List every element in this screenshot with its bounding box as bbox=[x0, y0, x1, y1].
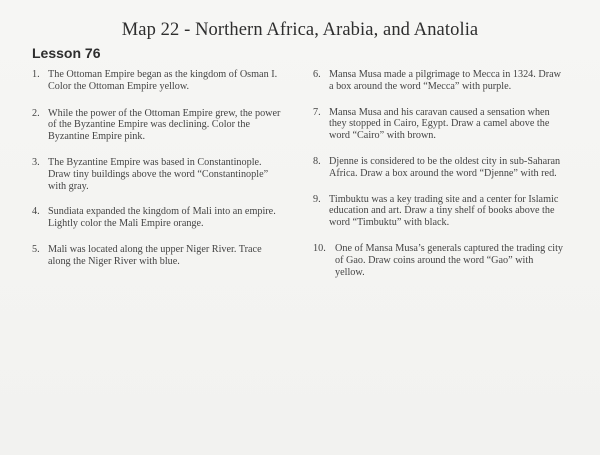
left-column bbox=[32, 69, 284, 282]
right-column bbox=[313, 69, 565, 292]
instruction-item-10 bbox=[313, 243, 565, 278]
item-text: Mali was located along the upper Niger River. Trace along the Niger River with blue. bbox=[48, 243, 262, 267]
item-number: 2. bbox=[32, 107, 40, 119]
item-text: Sundiata expanded the kingdom of Mali into an empire. Lightly color the Mali Empire orange. bbox=[48, 206, 276, 230]
instruction-item-4 bbox=[32, 206, 284, 230]
item-number: 10. bbox=[313, 242, 326, 254]
instruction-item-7 bbox=[313, 107, 565, 142]
item-text: Mansa Musa made a pilgrimage to Mecca in 1324. Draw a box around the word “Mecca” with purple. bbox=[329, 69, 561, 92]
instruction-item-2 bbox=[32, 108, 284, 143]
instruction-item-5 bbox=[32, 244, 284, 268]
instruction-item-3 bbox=[32, 157, 284, 192]
item-text: Mansa Musa and his caravan caused a sensation when they stopped in Cairo, Egypt. Draw a camel above the word “Cairo” with brown. bbox=[329, 106, 550, 142]
instruction-item-6 bbox=[313, 69, 565, 93]
item-number: 5. bbox=[32, 243, 40, 255]
item-number: 8. bbox=[313, 155, 321, 167]
page-title: Map 22 - Northern Africa, Arabia, and Anatolia bbox=[121, 20, 479, 40]
item-number: 1. bbox=[32, 69, 40, 80]
lesson-heading: Lesson 76 bbox=[32, 45, 101, 61]
instruction-item-9 bbox=[313, 194, 565, 229]
item-number: 6. bbox=[313, 69, 321, 80]
item-text: One of Mansa Musa’s generals captured the trading city of Gao. Draw coins around the word “Gao” with yellow. bbox=[335, 242, 564, 278]
item-number: 3. bbox=[32, 156, 40, 168]
item-text: While the power of the Ottoman Empire grew, the power of the Byzantine Empire was declining. Color the Byzantine Empire pink. bbox=[48, 107, 281, 143]
item-text: The Ottoman Empire began as the kingdom of Osman I. Color the Ottoman Empire yellow. bbox=[48, 69, 278, 92]
item-text: Djenne is considered to be the oldest city in sub-Saharan Africa. Draw a box around the word “Djenne” with red. bbox=[329, 155, 561, 179]
instruction-item-8 bbox=[313, 156, 565, 180]
instruction-item-1 bbox=[32, 69, 284, 93]
item-number: 7. bbox=[313, 106, 321, 118]
item-number: 4. bbox=[32, 206, 40, 218]
item-text: The Byzantine Empire was based in Constantinople. Draw tiny buildings above the word “Constantinople” with gray. bbox=[48, 156, 269, 192]
item-text: Timbuktu was a key trading site and a center for Islamic education and art. Draw a tiny shelf of books above the word “Timbuktu” with black. bbox=[329, 193, 559, 229]
item-number: 9. bbox=[313, 193, 321, 205]
